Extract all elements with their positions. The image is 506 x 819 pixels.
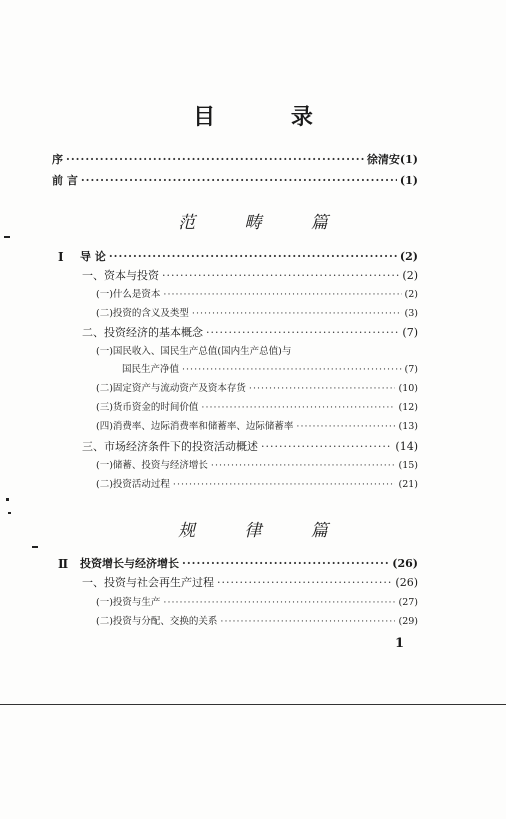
toc-entry-text: (一)什么是资本 (96, 289, 161, 300)
toc-entry-page: (29) (398, 616, 418, 627)
page-number: 1 (395, 636, 405, 651)
toc-entry-author: 徐清安 (366, 153, 400, 166)
section-title: 范 畴 篇 (178, 213, 350, 233)
page-title: 目 录 (193, 104, 347, 130)
toc-entry (96, 287, 418, 303)
scan-speck (8, 512, 11, 514)
toc-entry (96, 477, 418, 493)
dot-leader (163, 287, 401, 303)
toc-entry-page: (1) (399, 174, 418, 187)
dot-leader (163, 595, 395, 611)
toc-entry-text: 一、投资与社会再生产过程 (82, 576, 214, 589)
toc-entry-page: (2) (402, 269, 418, 282)
dot-leader (220, 614, 395, 630)
toc-entry (82, 575, 418, 591)
toc-entry-page: (10) (398, 383, 418, 394)
toc-entry-page: (12) (398, 402, 418, 413)
toc-entry-text: 一、资本与投资 (82, 269, 159, 282)
toc-chapter-title: 导 论 (80, 250, 106, 263)
dot-leader (217, 575, 392, 591)
toc-entry (96, 344, 418, 360)
toc-chapter-title: 投资增长与经济增长 (80, 557, 179, 570)
toc-entry-text: (一)投资与生产 (96, 597, 161, 608)
dot-leader (261, 439, 392, 455)
toc-entry-text: (一)储蓄、投资与经济增长 (96, 460, 208, 471)
toc-entry-text: (二)投资的含义及类型 (96, 308, 189, 319)
scan-speck (32, 546, 38, 548)
toc-entry-foreword (52, 173, 418, 189)
toc-entry (82, 268, 418, 284)
toc-entry-page: (13) (398, 421, 418, 432)
scan-edge-line (0, 704, 506, 705)
toc-chapter (80, 249, 418, 265)
dot-leader (173, 477, 396, 493)
dot-leader (182, 556, 389, 572)
toc-entry-text: 国民生产净值 (122, 364, 180, 375)
toc-entry (82, 439, 418, 455)
dot-leader (211, 458, 396, 474)
toc-entry-text: (一)国民收入、国民生产总值(国内生产总值)与 (96, 346, 292, 357)
toc-entry-text: 三、市场经济条件下的投资活动概述 (82, 440, 258, 453)
toc-entry-page: (7) (402, 326, 418, 339)
chapter-numeral: Ⅱ (58, 557, 69, 571)
toc-entry-page: (14) (395, 440, 418, 453)
dot-leader (249, 381, 396, 397)
toc-entry-page: (2) (399, 250, 418, 263)
dot-leader (109, 249, 397, 265)
dot-leader (206, 325, 399, 341)
scan-speck (6, 498, 9, 501)
toc-entry-page: (3) (404, 308, 418, 319)
toc-entry-page: (21) (398, 479, 418, 490)
toc-entry (122, 362, 418, 378)
dot-leader (296, 419, 395, 435)
scan-speck (4, 236, 10, 238)
toc-entry-page: (2) (404, 289, 418, 300)
section-title: 规 律 篇 (178, 521, 350, 541)
toc-entry-text: (二)投资与分配、交换的关系 (96, 616, 218, 627)
dot-leader (162, 268, 399, 284)
toc-entry (96, 306, 418, 322)
chapter-numeral: I (58, 250, 64, 264)
toc-entry-page: (1) (399, 153, 418, 166)
dot-leader (201, 400, 395, 416)
toc-entry-label: 前 言 (52, 174, 78, 187)
toc-entry (96, 400, 418, 416)
toc-entry-text: (二)投资活动过程 (96, 479, 170, 490)
toc-entry (96, 614, 418, 630)
dot-leader (66, 152, 364, 168)
toc-entry-text: (二)固定资产与流动资产及资本存货 (96, 383, 246, 394)
toc-entry (96, 419, 418, 435)
toc-entry-page: (26) (392, 557, 418, 570)
toc-entry-text: (三)货币资金的时间价值 (96, 402, 199, 413)
toc-entry-preface (52, 152, 418, 168)
toc-entry (96, 595, 418, 611)
dot-leader (182, 362, 402, 378)
toc-entry-label: 序 (52, 153, 63, 166)
toc-entry-page: (15) (398, 460, 418, 471)
toc-entry-page: (7) (404, 364, 418, 375)
toc-entry (82, 325, 418, 341)
dot-leader (81, 173, 397, 189)
toc-entry-page: (26) (395, 576, 418, 589)
toc-chapter (80, 556, 418, 572)
toc-entry (96, 381, 418, 397)
toc-entry-text: 二、投资经济的基本概念 (82, 326, 203, 339)
toc-entry-page: (27) (398, 597, 418, 608)
toc-entry (96, 458, 418, 474)
toc-entry-text: (四)消费率、边际消费率和储蓄率、边际储蓄率 (96, 421, 294, 432)
dot-leader (192, 306, 402, 322)
